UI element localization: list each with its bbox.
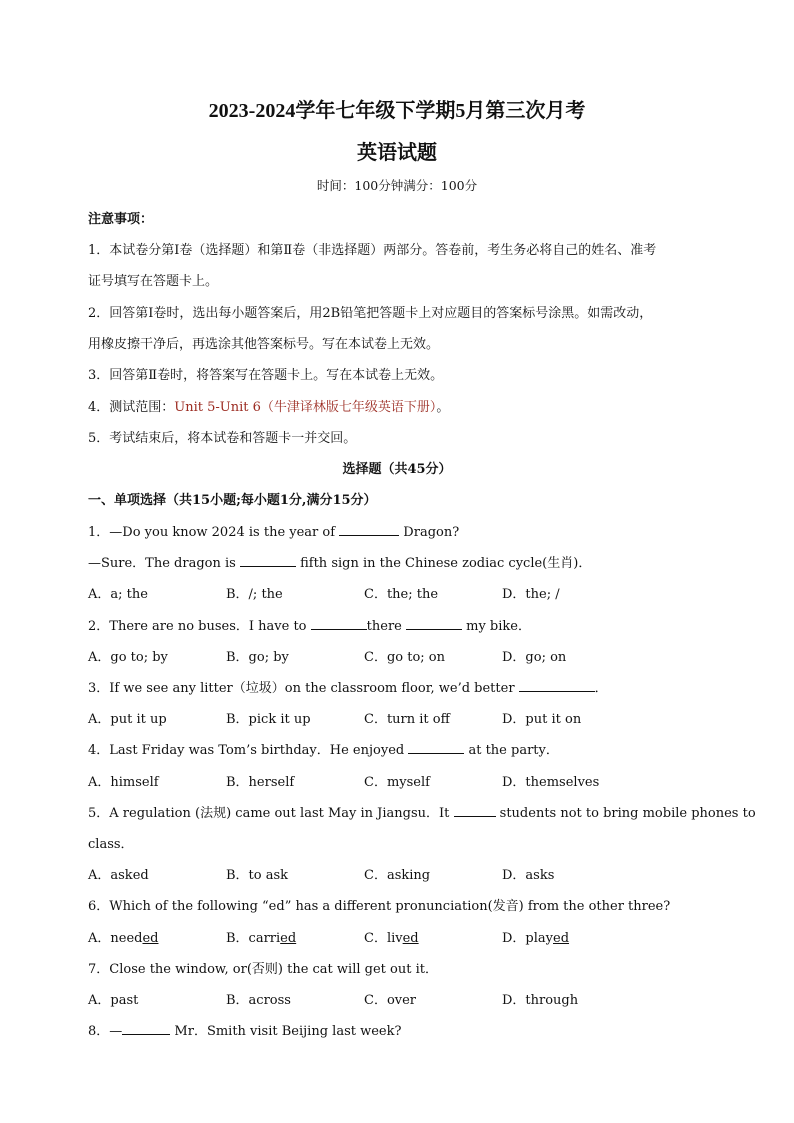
q4-text-b: at the party． (464, 743, 559, 758)
exam-subtitle: 英语试题 (357, 142, 437, 164)
q2-option-d: D．go; on (502, 650, 567, 665)
q7-option-c: C．over (364, 993, 417, 1008)
q3-option-a: A．put it up (88, 712, 167, 727)
question-7: 7．Close the window, or(否则) the cat will get out it． (88, 962, 438, 977)
q7-option-b: B．across (226, 993, 291, 1008)
notice-item-1-cont: 证号填写在答题卡上。 (88, 274, 219, 289)
q6-c-suffix: ed (402, 931, 419, 946)
q3-text-a: 3．If we see any litter（垃圾）on the classroom floor, we’d better (88, 681, 519, 696)
part-1-title: 一、单项选择（共15小题;每小题1分,满分15分） (88, 493, 377, 508)
question-8 (88, 1020, 718, 1039)
q4-text-a: 4．Last Friday was Tom’s birthday．He enjoyed (88, 743, 409, 758)
q4-blank (408, 741, 464, 754)
q6-d-suffix: ed (553, 931, 570, 946)
test-range: Unit 5-Unit 6（牛津译林版七年级英语下册） (174, 400, 437, 415)
q1-text-b: Dragon? (399, 525, 460, 540)
notice-item-4 (88, 396, 718, 415)
q6-option-c (364, 927, 419, 946)
q1-blank-2 (240, 554, 296, 567)
q4-option-b: B．herself (226, 775, 295, 790)
q2-option-b: B．go; by (226, 650, 289, 665)
q6-option-a (88, 927, 159, 946)
q5-text-a: 5．A regulation (法规) came out last May in Jiangsu．It (88, 806, 454, 821)
question-1 (88, 521, 718, 540)
q3-option-c: C．turn it off (364, 712, 450, 727)
q6-a-stem: A．need (88, 931, 143, 946)
q5-option-b: B．to ask (226, 868, 289, 883)
q7-option-d: D．through (502, 993, 579, 1008)
q6-c-stem: C．liv (364, 931, 403, 946)
q6-b-suffix: ed (280, 931, 297, 946)
q2-text-a: 2．There are no buses．I have to (88, 619, 311, 634)
q3-text-b: ． (594, 681, 608, 696)
question-3 (88, 677, 718, 696)
notice-item-1: 1．本试卷分第Ⅰ卷（选择题）和第Ⅱ卷（非选择题）两部分。答卷前，考生务必将自己的姓名、准考 (88, 243, 657, 258)
q3-option-b: B．pick it up (226, 712, 311, 727)
q6-option-b (226, 927, 296, 946)
q8-text-a: 8．— (88, 1024, 123, 1039)
notice-item-5: 5．考试结束后，将本试卷和答题卡一并交回。 (88, 431, 357, 446)
notice-item-4-suffix: 。 (436, 400, 450, 415)
question-1-line-2 (88, 552, 718, 571)
q2-text-b: there (366, 619, 406, 634)
notice-item-4-prefix: 4．测试范围： (88, 400, 175, 415)
question-5 (88, 802, 756, 821)
q1-blank-1 (339, 523, 399, 536)
q2-blank-2 (406, 617, 462, 630)
q1-option-d: D．the; / (502, 587, 560, 602)
q3-blank (519, 679, 595, 692)
notice-item-2: 2．回答第Ⅰ卷时，选出每小题答案后，用2B铅笔把答题卡上对应题目的答案标号涂黑。如需改动， (88, 306, 653, 321)
q1-text-a: 1．—Do you know 2024 is the year of (88, 525, 340, 540)
q4-option-a: A．himself (88, 775, 159, 790)
q6-option-d (502, 927, 569, 946)
question-2 (88, 615, 718, 634)
q6-a-suffix: ed (142, 931, 159, 946)
q6-b-stem: B．carri (226, 931, 281, 946)
q4-option-c: C．myself (364, 775, 430, 790)
q5-option-c: C．asking (364, 868, 431, 883)
q2-blank-1 (311, 617, 367, 630)
q1-option-a: A．a; the (88, 587, 148, 602)
q1-option-c: C．the; the (364, 587, 439, 602)
q6-d-stem: D．play (502, 931, 553, 946)
notice-item-3: 3．回答第Ⅱ卷时，将答案写在答题卡上。写在本试卷上无效。 (88, 368, 444, 383)
q2-option-c: C．go to; on (364, 650, 445, 665)
q1-text-c: —Sure．The dragon is (88, 556, 240, 571)
notice-heading: 注意事项： (88, 212, 154, 227)
q5-option-a: A．asked (88, 868, 149, 883)
q8-text-b: Mr．Smith visit Beijing last week? (170, 1024, 402, 1039)
notice-item-2-cont: 用橡皮擦干净后，再选涂其他答案标号。写在本试卷上无效。 (88, 337, 440, 352)
question-5-line-2: class． (88, 837, 134, 852)
q2-option-a: A．go to; by (88, 650, 168, 665)
question-6: 6．Which of the following “ed” has a different pronunciation(发音) from the other three? (88, 899, 671, 914)
question-4 (88, 739, 718, 758)
q5-text-b: students not to bring mobile phones to (495, 806, 756, 821)
q5-option-d: D．asks (502, 868, 555, 883)
q7-option-a: A．past (88, 993, 139, 1008)
q5-blank (454, 804, 496, 817)
q8-blank (122, 1022, 170, 1035)
q1-text-d: fifth sign in the Chinese zodiac cycle(生肖)． (295, 556, 592, 571)
q2-text-c: my bike． (462, 619, 531, 634)
q4-option-d: D．themselves (502, 775, 600, 790)
q1-option-b: B．/; the (226, 587, 283, 602)
exam-meta: 时间：100分钟满分：100分 (316, 178, 478, 193)
exam-title: 2023-2024学年七年级下学期5月第三次月考 (208, 100, 586, 122)
section-title: 选择题（共45分） (342, 462, 452, 477)
q3-option-d: D．put it on (502, 712, 582, 727)
